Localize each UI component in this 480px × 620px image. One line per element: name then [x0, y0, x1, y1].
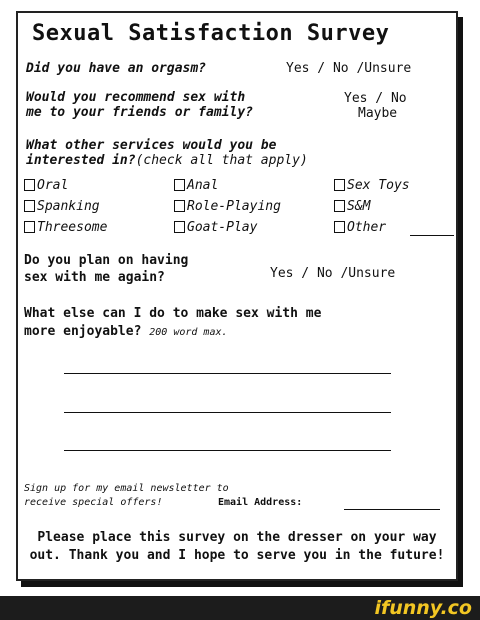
- question-again-options: Yes / No /Unsure: [270, 266, 396, 281]
- other-write-in-line[interactable]: [410, 235, 454, 236]
- question-recommend-line2: me to your friends or family?: [26, 105, 253, 120]
- checkbox-square: [174, 200, 185, 212]
- checkbox-role-playing[interactable]: Role-Playing: [174, 199, 281, 214]
- ifunny-watermark: ifunny.co: [374, 597, 472, 619]
- question-enjoyable-line1: What else can I do to make sex with me: [24, 306, 322, 321]
- answer-line-2[interactable]: [64, 412, 391, 413]
- question-enjoyable-line2: more enjoyable? 200 word max.: [24, 324, 228, 339]
- question-recommend-line1: Would you recommend sex with: [26, 90, 246, 105]
- checkbox-square: [174, 221, 185, 233]
- checkbox-square: [24, 221, 35, 233]
- question-services-line2: interested in?(check all that apply): [26, 153, 308, 168]
- checkbox-square: [24, 179, 35, 191]
- checkbox-square: [334, 200, 345, 212]
- checkbox-square: [334, 179, 345, 191]
- newsletter-line1: Sign up for my email newsletter to: [24, 483, 229, 494]
- question-services-line1: What other services would you be: [26, 138, 277, 153]
- email-address-line[interactable]: [344, 509, 440, 510]
- checkbox-other[interactable]: Other: [334, 220, 386, 235]
- email-address-label: Email Address:: [218, 497, 303, 508]
- question-orgasm: Did you have an orgasm?: [26, 61, 207, 76]
- question-recommend-maybe: Maybe: [358, 106, 398, 121]
- question-again-line2: sex with me again?: [24, 270, 165, 285]
- question-services-hint: (check all that apply): [135, 153, 308, 168]
- checkbox-anal[interactable]: Anal: [174, 178, 218, 193]
- question-again-line1: Do you plan on having: [24, 253, 189, 268]
- checkbox-square: [24, 200, 35, 212]
- checkbox-goat-play[interactable]: Goat-Play: [174, 220, 257, 235]
- checkbox-sex-toys[interactable]: Sex Toys: [334, 178, 410, 193]
- checkbox-oral[interactable]: Oral: [24, 178, 68, 193]
- answer-line-3[interactable]: [64, 450, 391, 451]
- survey-title: Sexual Satisfaction Survey: [32, 21, 390, 46]
- question-orgasm-options: Yes / No /Unsure: [286, 61, 412, 76]
- footer-message: Please place this survey on the dresser on your way out. Thank you and I hope to serve you in the future!: [29, 530, 445, 563]
- checkbox-square: [174, 179, 185, 191]
- newsletter-line2: receive special offers!: [24, 497, 163, 508]
- checkbox-threesome[interactable]: Threesome: [24, 220, 107, 235]
- checkbox-spanking[interactable]: Spanking: [24, 199, 100, 214]
- checkbox-s-and-m[interactable]: S&M: [334, 199, 370, 214]
- word-limit-note: 200 word max.: [149, 327, 228, 338]
- checkbox-square: [334, 221, 345, 233]
- answer-line-1[interactable]: [64, 373, 391, 374]
- question-recommend-options: Yes / No: [344, 91, 407, 106]
- survey-sheet: [16, 11, 458, 581]
